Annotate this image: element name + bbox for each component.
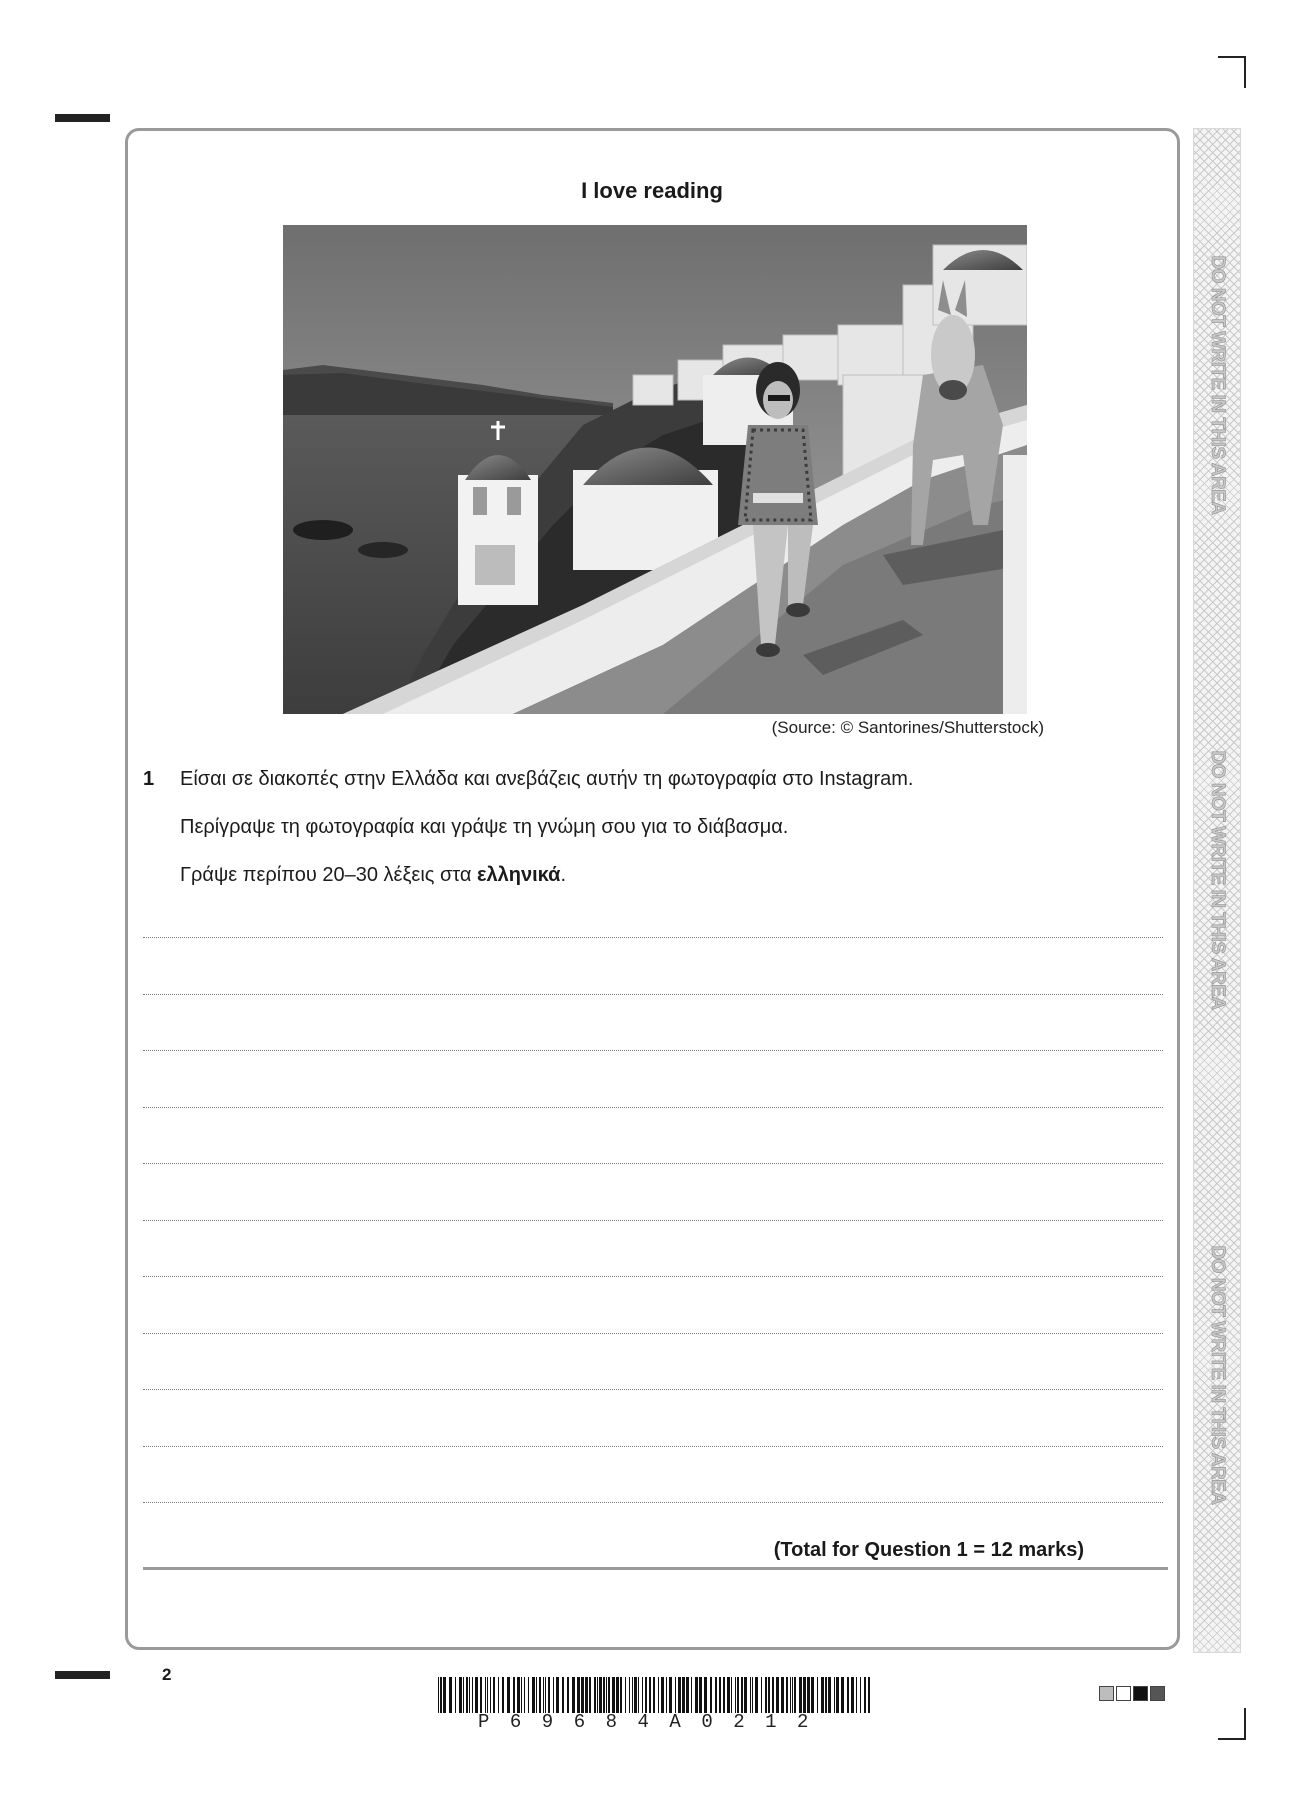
barcode-bar	[620, 1677, 622, 1713]
barcode-bar	[469, 1677, 470, 1713]
barcode-bar	[768, 1677, 770, 1713]
barcode-bar	[851, 1677, 854, 1713]
barcode-bar	[735, 1677, 736, 1713]
barcode-bar	[556, 1677, 559, 1713]
barcode-bar	[472, 1677, 473, 1713]
answer-line[interactable]	[143, 994, 1163, 995]
barcode-bar	[710, 1677, 712, 1713]
indicator-box	[1150, 1686, 1165, 1701]
barcode-bar	[616, 1677, 619, 1713]
margin-mark	[55, 114, 110, 122]
barcode-bar	[603, 1677, 605, 1713]
barcode-bar	[625, 1677, 626, 1713]
barcode-bar	[790, 1677, 791, 1713]
barcode-bar	[828, 1677, 831, 1713]
barcode-bar	[731, 1677, 732, 1713]
barcode-bar	[629, 1677, 630, 1713]
barcode-bar	[634, 1677, 637, 1713]
indicator-box	[1133, 1686, 1148, 1701]
barcode-bar	[485, 1677, 486, 1713]
barcode-bar	[765, 1677, 767, 1713]
barcode-bar	[781, 1677, 784, 1713]
barcode-bar	[723, 1677, 725, 1713]
barcode-bar	[645, 1677, 647, 1713]
barcode-bar	[599, 1677, 602, 1713]
barcode-bar	[567, 1677, 569, 1713]
barcode-bar	[792, 1677, 793, 1713]
barcode-bar	[868, 1677, 870, 1713]
barcode-bar	[776, 1677, 779, 1713]
page-indicator-boxes	[1099, 1686, 1165, 1701]
crop-mark	[1244, 1708, 1246, 1740]
barcode-bar	[562, 1677, 564, 1713]
crop-mark	[1218, 56, 1246, 58]
barcode-bar	[807, 1677, 810, 1713]
barcode-bar	[589, 1677, 591, 1713]
barcode-bar	[487, 1677, 488, 1713]
answer-line[interactable]	[143, 1389, 1163, 1390]
barcode-bar	[761, 1677, 762, 1713]
barcode-bar	[608, 1677, 610, 1713]
barcode-bar	[536, 1677, 537, 1713]
barcode-bar	[632, 1677, 633, 1713]
barcode-bar	[847, 1677, 849, 1713]
indicator-box	[1116, 1686, 1131, 1701]
barcode-bar	[744, 1677, 747, 1713]
crop-mark	[1218, 1738, 1246, 1740]
barcode-bar	[661, 1677, 664, 1713]
barcode-bar	[581, 1677, 584, 1713]
barcode-bar	[524, 1677, 525, 1713]
barcode-bar	[463, 1677, 464, 1713]
barcode-bar	[678, 1677, 681, 1713]
answer-line[interactable]	[143, 1276, 1163, 1277]
barcode-bar	[669, 1677, 672, 1713]
barcode-bar	[727, 1677, 730, 1713]
barcode-bar	[864, 1677, 866, 1713]
barcode-bar	[834, 1677, 835, 1713]
barcode-bar	[517, 1677, 520, 1713]
barcode-bar	[803, 1677, 806, 1713]
barcode-bar	[543, 1677, 544, 1713]
barcode-bar	[786, 1677, 788, 1713]
barcode-bar	[480, 1677, 482, 1713]
barcode-bar	[606, 1677, 607, 1713]
barcode-bar	[836, 1677, 839, 1713]
barcode-bar	[686, 1677, 689, 1713]
crop-mark	[1244, 56, 1246, 88]
barcode-bar	[597, 1677, 598, 1713]
barcode-bar	[507, 1677, 510, 1713]
photo-caption: (Source: © Santorines/Shutterstock)	[771, 718, 1044, 737]
barcode-bar	[750, 1677, 751, 1713]
barcode-bar	[498, 1677, 499, 1713]
answer-line[interactable]	[143, 1050, 1163, 1051]
barcode-bar	[493, 1677, 495, 1713]
barcode-bar	[532, 1677, 535, 1713]
indicator-box	[1099, 1686, 1114, 1701]
barcode-bar	[719, 1677, 721, 1713]
barcode-bar	[528, 1677, 529, 1713]
barcode-bar	[825, 1677, 827, 1713]
barcode	[438, 1677, 872, 1713]
answer-line[interactable]	[143, 937, 1163, 938]
barcode-bar	[638, 1677, 639, 1713]
barcode-bar	[704, 1677, 707, 1713]
barcode-bar	[553, 1677, 554, 1713]
barcode-bar	[856, 1677, 857, 1713]
word-count-instruction: Γράψε περίπου 20–30 λέξεις στα ελληνικά.	[180, 864, 567, 886]
barcode-bar	[594, 1677, 596, 1713]
barcode-bar	[695, 1677, 698, 1713]
barcode-bar	[459, 1677, 462, 1713]
barcode-bar	[741, 1677, 743, 1713]
barcode-bar	[449, 1677, 452, 1713]
barcode-bar	[682, 1677, 685, 1713]
answer-line[interactable]	[143, 1220, 1163, 1221]
barcode-bar	[653, 1677, 655, 1713]
barcode-bar	[715, 1677, 717, 1713]
barcode-bar	[642, 1677, 643, 1713]
barcode-bar	[585, 1677, 588, 1713]
barcode-bar	[799, 1677, 802, 1713]
barcode-bar	[817, 1677, 818, 1713]
barcode-bar	[821, 1677, 824, 1713]
barcode-bar	[572, 1677, 575, 1713]
page-number: 2	[162, 1665, 172, 1684]
barcode-bar	[475, 1677, 478, 1713]
barcode-bar	[490, 1677, 491, 1713]
question-number: 1	[143, 768, 155, 790]
barcode-bar	[455, 1677, 456, 1713]
barcode-bar	[612, 1677, 615, 1713]
santorini-photo	[283, 225, 1027, 714]
barcode-bar	[755, 1677, 758, 1713]
barcode-bar	[577, 1677, 580, 1713]
section-divider	[143, 1567, 1168, 1570]
barcode-bar	[440, 1677, 442, 1713]
barcode-bar	[737, 1677, 739, 1713]
question-instruction: Είσαι σε διακοπές στην Ελλάδα και ανεβάζεις αυτήν τη φωτογραφία στο Instagram.	[180, 768, 914, 790]
barcode-bar	[811, 1677, 814, 1713]
barcode-bar	[666, 1677, 667, 1713]
answer-line[interactable]	[143, 1107, 1163, 1108]
barcode-bar	[860, 1677, 861, 1713]
question-task: Περίγραψε τη φωτογραφία και γράψε τη γνώμη σου για το διάβασμα.	[180, 816, 789, 838]
barcode-bar	[548, 1677, 550, 1713]
barcode-bar	[675, 1677, 676, 1713]
barcode-bar	[794, 1677, 796, 1713]
barcode-bar	[502, 1677, 504, 1713]
barcode-bar	[539, 1677, 541, 1713]
barcode-bar	[691, 1677, 692, 1713]
barcode-bar	[513, 1677, 515, 1713]
answer-line[interactable]	[143, 1502, 1163, 1503]
language-emphasis: ελληνικά	[477, 864, 561, 886]
barcode-bar	[658, 1677, 659, 1713]
barcode-bar	[438, 1677, 439, 1713]
barcode-bar	[649, 1677, 651, 1713]
barcode-bar	[699, 1677, 702, 1713]
barcode-bar	[521, 1677, 522, 1713]
page-title: I love reading	[581, 178, 723, 203]
barcode-bar	[752, 1677, 753, 1713]
barcode-bar	[772, 1677, 774, 1713]
barcode-bar	[443, 1677, 446, 1713]
answer-line[interactable]	[143, 1333, 1163, 1334]
answer-line[interactable]	[143, 1163, 1163, 1164]
question-total-marks: (Total for Question 1 = 12 marks)	[773, 1539, 1084, 1561]
margin-mark	[55, 1671, 110, 1679]
barcode-bar	[466, 1677, 468, 1713]
barcode-bar	[841, 1677, 844, 1713]
barcode-number: P69684A0212	[478, 1711, 829, 1733]
barcode-bar	[545, 1677, 546, 1713]
answer-line[interactable]	[143, 1446, 1163, 1447]
